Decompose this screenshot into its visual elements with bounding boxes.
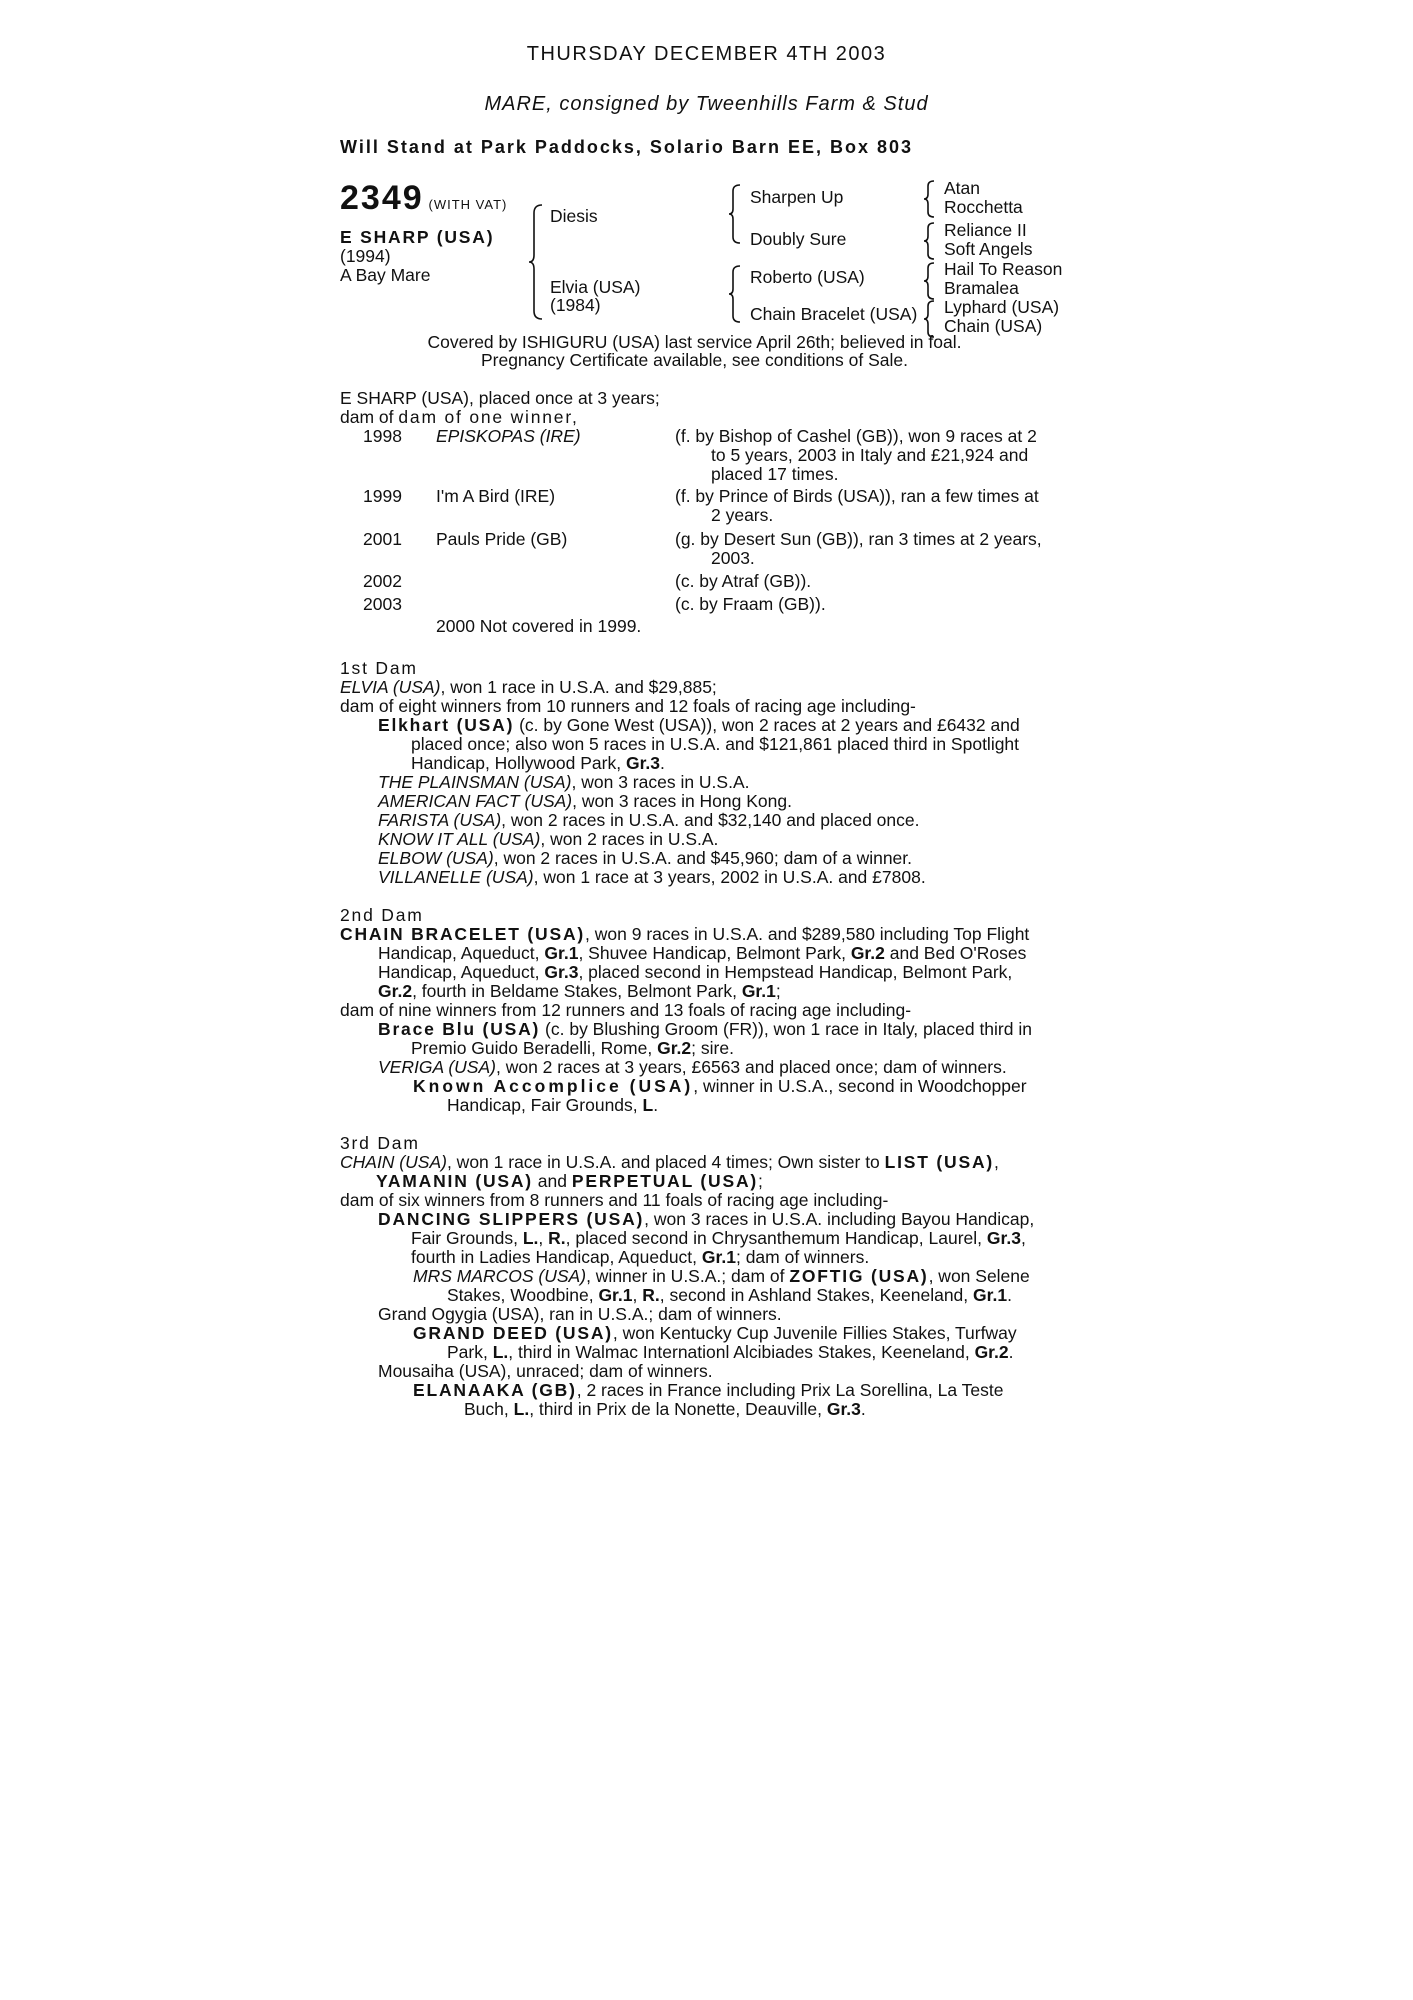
offspring-name: ELANAAKA (GB) (413, 1380, 577, 1400)
offspring-text: fourth in Ladies Handicap, Aqueduct, (411, 1247, 702, 1267)
offspring-name: ELBOW (USA) (378, 848, 494, 868)
offspring-name: Elkhart (USA) (378, 715, 515, 735)
offspring-name: DANCING SLIPPERS (USA) (378, 1209, 645, 1229)
grade: R. (548, 1228, 566, 1248)
dam2-text: , won 9 races in U.S.A. and $289,580 including Top Flight (585, 924, 1030, 944)
dam2-line-cont (378, 982, 781, 1001)
pedigree-brace-g1 (923, 179, 937, 219)
dam3-heading: 3rd Dam (340, 1133, 420, 1153)
pedigree-g7: Lyphard (USA) (944, 297, 1060, 317)
dam1-offspring (378, 792, 792, 811)
dam3-grand-offspring-cont (464, 1400, 866, 1419)
offspring-text: , won 2 races in U.S.A. and $32,140 and placed once. (501, 810, 920, 830)
offspring-text: . (653, 1095, 659, 1115)
grade: Gr.3 (826, 1399, 861, 1419)
grade: Gr.2 (974, 1342, 1009, 1362)
offspring-text: , placed second in Chrysanthemum Handicap, Laurel, (565, 1228, 987, 1248)
produce-intro-2-emph: dam of one winner, (398, 407, 579, 427)
pedigree-dam-dam: Chain Bracelet (USA) (750, 304, 918, 324)
pedigree-g6: Bramalea (944, 278, 1019, 298)
produce-name: I'm A Bird (IRE) (436, 486, 556, 506)
pedigree-g8: Chain (USA) (944, 316, 1043, 336)
offspring-name: Brace Blu (USA) (378, 1019, 541, 1039)
dam1-offspring-cont (411, 754, 665, 773)
grade: Gr.3 (544, 962, 579, 982)
offspring-text: . (660, 753, 665, 773)
lot-heading (340, 180, 507, 216)
grade: Gr.2 (850, 943, 885, 963)
produce-year: 2002 (363, 571, 402, 591)
offspring-text: , 2 races in France including Prix La Sorellina, La Teste (576, 1380, 1004, 1400)
consignment-line: MARE, consigned by Tweenhills Farm & Stud (484, 93, 929, 115)
produce-name: Pauls Pride (GB) (436, 529, 568, 549)
grade: Gr.1 (973, 1285, 1008, 1305)
grade: Gr.1 (544, 943, 579, 963)
grade: Gr.3 (625, 753, 661, 773)
offspring-text: , (538, 1228, 549, 1248)
dam2-text: , fourth in Beldame Stakes, Belmont Park, (412, 981, 742, 1001)
offspring-text: ; dam of winners. (735, 1247, 870, 1267)
offspring-text: , won Selene (928, 1266, 1030, 1286)
dam1-text: , won 1 race in U.S.A. and $29,885; (440, 677, 717, 697)
produce-detail: to 5 years, 2003 in Italy and £21,924 and (711, 445, 1029, 465)
grade: L (642, 1095, 654, 1115)
produce-year: 1999 (363, 486, 402, 506)
dam2-name: CHAIN BRACELET (USA) (340, 924, 586, 944)
offspring-name: VILLANELLE (USA) (378, 867, 534, 887)
produce-intro-2: dam of dam of one winner, (340, 407, 579, 427)
produce-note: 2000 Not covered in 1999. (436, 616, 642, 636)
offspring-text: , won 3 races in Hong Kong. (572, 791, 792, 811)
grade: L. (522, 1228, 539, 1248)
offspring-text: , won Kentucky Cup Juvenile Fillies Stakes, Turfway (612, 1323, 1017, 1343)
dam3-grand-offspring (413, 1267, 1030, 1286)
dam2-text: , placed second in Hempstead Handicap, Belmont Park, (578, 962, 1013, 982)
grade: Gr.1 (741, 981, 776, 1001)
offspring-name: THE PLAINSMAN (USA) (378, 772, 572, 792)
dam3-line-cont (376, 1172, 763, 1191)
pedigree-g4: Soft Angels (944, 239, 1033, 259)
pedigree-g1: Atan (944, 178, 980, 198)
offspring-text: Buch, (464, 1399, 514, 1419)
dam3-offspring (378, 1210, 1034, 1229)
grade: R. (642, 1285, 660, 1305)
pedigree-g2: Rocchetta (944, 197, 1023, 217)
offspring-text: , third in Walmac Internationl Alcibiades Stakes, Keeneland, (508, 1342, 975, 1362)
dam2-produce: dam of nine winners from 12 runners and 13 foals of racing age including- (340, 1000, 912, 1020)
produce-detail: 2003. (711, 548, 755, 568)
produce-year: 2001 (363, 529, 402, 549)
produce-detail: 2 years. (711, 505, 774, 525)
produce-detail: (c. by Fraam (GB)). (675, 594, 826, 614)
offspring-text: Park, (447, 1342, 493, 1362)
pedigree-brace-main (528, 203, 548, 321)
dam3-offspring-cont (411, 1229, 1026, 1248)
horse-description: A Bay Mare (340, 265, 431, 285)
horse-year: (1994) (340, 246, 391, 266)
offspring-text: . (860, 1399, 866, 1419)
dam3-name: CHAIN (USA) (340, 1152, 447, 1172)
dam2-text: Handicap, Aqueduct, (378, 943, 545, 963)
dam2-text: Handicap, Aqueduct, (378, 962, 545, 982)
cover-note-line1: Covered by ISHIGURU (USA) last service April 26th; believed in foal. (427, 332, 962, 352)
dam1-offspring (378, 849, 912, 868)
produce-name: EPISKOPAS (IRE) (436, 426, 581, 446)
produce-intro: E SHARP (USA), placed once at 3 years; (340, 388, 660, 408)
dam3-line (340, 1153, 999, 1172)
offspring-text: , winner in U.S.A.; dam of (586, 1266, 790, 1286)
grade: Gr.3 (986, 1228, 1021, 1248)
dam1-offspring (378, 811, 920, 830)
offspring-text: , winner in U.S.A., second in Woodchopper (693, 1076, 1027, 1096)
pedigree-brace-g2 (923, 221, 937, 261)
offspring-name: FARISTA (USA) (378, 810, 502, 830)
sibling-name: YAMANIN (USA) (376, 1171, 533, 1191)
sibling-name: PERPETUAL (USA) (571, 1171, 759, 1191)
dam3-offspring-cont (411, 1248, 869, 1267)
dam1-produce: dam of eight winners from 10 runners and 12 foals of racing age including- (340, 696, 916, 716)
offspring-text: , won 2 races in U.S.A. and $45,960; dam of a winner. (493, 848, 913, 868)
dam3-offspring: Grand Ogygia (USA), ran in U.S.A.; dam of winners. (378, 1304, 782, 1324)
dam3-grand-offspring (413, 1381, 1003, 1400)
cover-note-line2: Pregnancy Certificate available, see conditions of Sale. (480, 350, 909, 370)
pedigree-g5: Hail To Reason (944, 259, 1063, 279)
dam3-produce: dam of six winners from 8 runners and 11 foals of racing age including- (340, 1190, 889, 1210)
grade: L. (513, 1399, 530, 1419)
pedigree-brace-dam (728, 264, 744, 324)
offspring-name: Known Accomplice (USA) (413, 1076, 694, 1096)
offspring-name: MRS MARCOS (USA) (413, 1266, 587, 1286)
horse-name: E SHARP (USA) (340, 227, 495, 247)
dam2-offspring-cont (411, 1039, 734, 1058)
offspring-text: , won 2 races in U.S.A. (540, 829, 719, 849)
produce-detail: (f. by Prince of Birds (USA)), ran a few times at (675, 486, 1039, 506)
offspring-name: GRAND DEED (USA) (413, 1323, 613, 1343)
dam3-text: , (994, 1152, 999, 1172)
dam3-text: and (532, 1171, 572, 1191)
produce-year: 1998 (363, 426, 402, 446)
dam3-grand-offspring-cont (447, 1343, 1014, 1362)
dam3-offspring: Mousaiha (USA), unraced; dam of winners. (378, 1361, 713, 1381)
dam1-offspring (378, 716, 1020, 735)
offspring-text: , second in Ashland Stakes, Keeneland, (659, 1285, 974, 1305)
pedigree-sire: Diesis (550, 206, 598, 226)
dam2-offspring (378, 1058, 1007, 1077)
offspring-name: VERIGA (USA) (378, 1057, 496, 1077)
produce-detail: (f. by Bishop of Cashel (GB)), won 9 races at 2 (675, 426, 1037, 446)
offspring-text: (c. by Blushing Groom (FR)), won 1 race in Italy, placed third in (540, 1019, 1032, 1039)
dam1-offspring (378, 773, 750, 792)
produce-detail: (g. by Desert Sun (GB)), ran 3 times at 2 years, (675, 529, 1042, 549)
offspring-text: , won 1 race at 3 years, 2002 in U.S.A. and £7808. (533, 867, 926, 887)
produce-year: 2003 (363, 594, 402, 614)
stand-location: Will Stand at Park Paddocks, Solario Barn EE, Box 803 (340, 137, 913, 157)
offspring-text: (c. by Gone West (USA)), won 2 races at 2 years and £6432 and (514, 715, 1020, 735)
sibling-name: LIST (USA) (884, 1152, 995, 1172)
grade: Gr.1 (598, 1285, 633, 1305)
offspring-name: KNOW IT ALL (USA) (378, 829, 541, 849)
dam2-text: ; (775, 981, 781, 1001)
dam2-offspring (378, 1020, 1032, 1039)
offspring-text: , (1020, 1228, 1026, 1248)
dam3-text: , won 1 race in U.S.A. and placed 4 times; Own sister to (446, 1152, 885, 1172)
pedigree-brace-sire (728, 183, 744, 245)
offspring-text: ; sire. (691, 1038, 734, 1058)
dam1-offspring-cont: placed once; also won 5 races in U.S.A. and $121,861 placed third in Spotlight (411, 734, 1020, 754)
dam2-grand-offspring-cont (447, 1096, 658, 1115)
offspring-text: , won 3 races in U.S.A. (571, 772, 750, 792)
offspring-text: , (632, 1285, 643, 1305)
dam3-text: ; (758, 1171, 763, 1191)
dam2-grand-offspring (413, 1077, 1027, 1096)
dam2-text: , Shuvee Handicap, Belmont Park, (578, 943, 851, 963)
pedigree-dam-year: (1984) (550, 295, 601, 315)
offspring-text: Fair Grounds, (411, 1228, 523, 1248)
produce-detail: (c. by Atraf (GB)). (675, 571, 812, 591)
offspring-text: . (1008, 1342, 1014, 1362)
grade: L. (492, 1342, 509, 1362)
pedigree-sire-sire: Sharpen Up (750, 187, 844, 207)
dam2-text: and Bed O'Roses (884, 943, 1027, 963)
pedigree-g3: Reliance II (944, 220, 1027, 240)
offspring-text: Stakes, Woodbine, (447, 1285, 599, 1305)
offspring-text: . (1007, 1285, 1012, 1305)
grade: Gr.2 (378, 981, 413, 1001)
offspring-text: Premio Guido Beradelli, Rome, (411, 1038, 658, 1058)
dam2-line-cont (378, 963, 1012, 982)
dam1-heading: 1st Dam (340, 658, 418, 678)
offspring-name: ZOFTIG (USA) (789, 1266, 929, 1286)
offspring-text: Handicap, Hollywood Park, (411, 753, 626, 773)
dam2-line (340, 925, 1029, 944)
dam2-heading: 2nd Dam (340, 905, 424, 925)
dam3-grand-offspring (413, 1324, 1017, 1343)
offspring-text: , won 3 races in U.S.A. including Bayou Handicap, (644, 1209, 1035, 1229)
pedigree-sire-dam: Doubly Sure (750, 229, 847, 249)
grade: Gr.1 (701, 1247, 736, 1267)
dam1-offspring (378, 868, 926, 887)
offspring-text: Handicap, Fair Grounds, (447, 1095, 643, 1115)
vat-note: (WITH VAT) (428, 197, 508, 212)
pedigree-brace-g3 (923, 261, 937, 301)
offspring-text: , won 2 races at 3 years, £6563 and placed once; dam of winners. (495, 1057, 1007, 1077)
dam1-offspring (378, 830, 718, 849)
offspring-name: AMERICAN FACT (USA) (378, 791, 573, 811)
lot-number: 2349 (340, 179, 424, 217)
grade: Gr.2 (657, 1038, 692, 1058)
dam3-grand-offspring-cont (447, 1286, 1012, 1305)
offspring-text: , third in Prix de la Nonette, Deauville, (529, 1399, 827, 1419)
dam1-name: ELVIA (USA) (340, 677, 441, 697)
produce-detail: placed 17 times. (711, 464, 839, 484)
dam1-line (340, 678, 717, 697)
dam2-line-cont (378, 944, 1026, 963)
pedigree-dam: Elvia (USA) (550, 277, 641, 297)
pedigree-dam-sire: Roberto (USA) (750, 267, 865, 287)
sale-date: THURSDAY DECEMBER 4TH 2003 (526, 43, 887, 65)
